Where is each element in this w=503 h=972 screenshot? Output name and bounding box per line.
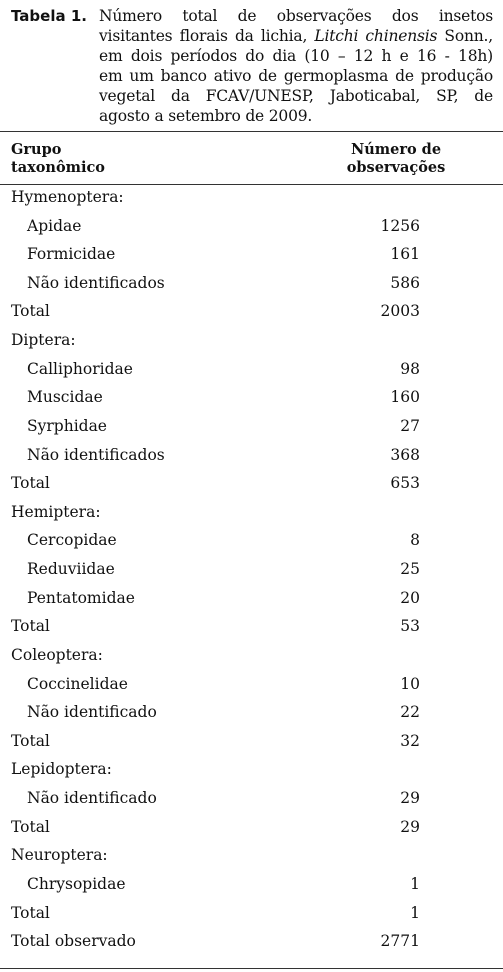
header-count xyxy=(336,141,456,177)
row-label: Não identificados xyxy=(27,273,165,292)
row-value: 368 xyxy=(390,445,420,464)
row-label: Hemiptera: xyxy=(11,502,101,521)
row-label: Total xyxy=(11,474,50,493)
table-row xyxy=(0,245,503,274)
row-label: Total xyxy=(11,903,50,922)
row-label: Coccinelidae xyxy=(27,674,128,693)
row-label: Syrphidae xyxy=(27,416,107,435)
caption-line xyxy=(99,27,493,46)
row-label: Formicidae xyxy=(27,245,116,264)
caption-line: vegetal da FCAV/UNESP, Jaboticabal, SP, de xyxy=(99,87,493,105)
row-value: 1 xyxy=(410,903,420,922)
total-row xyxy=(0,302,503,331)
row-value: 653 xyxy=(390,474,420,493)
row-label: Neuroptera: xyxy=(11,846,108,865)
table-row xyxy=(0,789,503,818)
row-value: 32 xyxy=(400,731,420,750)
header-rule xyxy=(0,184,503,185)
header-count-line2: observações xyxy=(346,159,446,176)
row-label: Apidae xyxy=(27,216,82,235)
table-row xyxy=(0,446,503,475)
row-value: 22 xyxy=(400,703,420,722)
group-row xyxy=(0,503,503,532)
group-row xyxy=(0,646,503,675)
row-label: Pentatomidae xyxy=(27,588,135,607)
total-row xyxy=(0,932,503,961)
row-value: 1 xyxy=(410,874,420,893)
table-row xyxy=(0,560,503,589)
row-label: Coleoptera: xyxy=(11,645,103,664)
species-name: Litchi chinensis xyxy=(314,27,438,45)
group-row xyxy=(0,188,503,217)
table-row xyxy=(0,703,503,732)
header-count-line1: Número de xyxy=(350,141,442,158)
row-value: 586 xyxy=(390,273,420,292)
row-value: 98 xyxy=(400,359,420,378)
table-row xyxy=(0,274,503,303)
header-group xyxy=(11,141,105,177)
row-value: 25 xyxy=(400,560,420,579)
table-row xyxy=(0,360,503,389)
row-value: 20 xyxy=(400,588,420,607)
row-label: Lepidoptera: xyxy=(11,760,112,779)
row-value: 10 xyxy=(400,674,420,693)
row-value: 2771 xyxy=(380,932,420,951)
table-row xyxy=(0,417,503,446)
caption-line: agosto a setembro de 2009. xyxy=(99,107,313,125)
header-group-line1: Grupo xyxy=(11,141,62,158)
row-value: 53 xyxy=(400,617,420,636)
group-row xyxy=(0,846,503,875)
total-row xyxy=(0,732,503,761)
total-row xyxy=(0,904,503,933)
caption-line: Número total de observações dos insetos xyxy=(99,7,493,25)
row-value: 8 xyxy=(410,531,420,550)
table-row xyxy=(0,217,503,246)
top-rule xyxy=(0,131,503,132)
table-row xyxy=(0,875,503,904)
row-label: Diptera: xyxy=(11,331,76,350)
row-value: 29 xyxy=(400,817,420,836)
table-row xyxy=(0,388,503,417)
caption-text: visitantes florais da lichia, xyxy=(99,27,315,45)
row-label: Total xyxy=(11,302,50,321)
table-row xyxy=(0,589,503,618)
row-label: Muscidae xyxy=(27,388,103,407)
caption-line: em um banco ativo de germoplasma de produção xyxy=(99,67,493,85)
group-row xyxy=(0,331,503,360)
species-author: Sonn., xyxy=(437,27,494,45)
row-value: 2003 xyxy=(380,302,420,321)
total-row xyxy=(0,617,503,646)
row-label: Total xyxy=(11,731,50,750)
row-label: Reduviidae xyxy=(27,560,115,579)
table-row xyxy=(0,675,503,704)
row-value: 161 xyxy=(390,245,420,264)
table-label: Tabela 1. xyxy=(11,7,87,25)
table-row xyxy=(0,531,503,560)
row-label: Total xyxy=(11,617,50,636)
row-label: Hymenoptera: xyxy=(11,188,124,206)
bottom-rule xyxy=(0,968,503,969)
row-value: 29 xyxy=(400,789,420,808)
group-row xyxy=(0,760,503,789)
row-label: Total xyxy=(11,817,50,836)
row-label: Chrysopidae xyxy=(27,874,126,893)
row-label: Não identificado xyxy=(27,789,157,808)
row-label: Total observado xyxy=(11,932,136,951)
total-row xyxy=(0,818,503,847)
total-row xyxy=(0,474,503,503)
row-label: Não identificados xyxy=(27,445,165,464)
row-value: 1256 xyxy=(380,216,420,235)
header-group-line2: taxonômico xyxy=(11,159,105,176)
row-label: Calliphoridae xyxy=(27,359,133,378)
row-label: Não identificado xyxy=(27,703,157,722)
row-value: 160 xyxy=(390,388,420,407)
caption-line: em dois períodos do dia (10 – 12 h e 16 - 18h) xyxy=(99,47,493,65)
row-label: Cercopidae xyxy=(27,531,117,550)
row-value: 27 xyxy=(400,416,420,435)
